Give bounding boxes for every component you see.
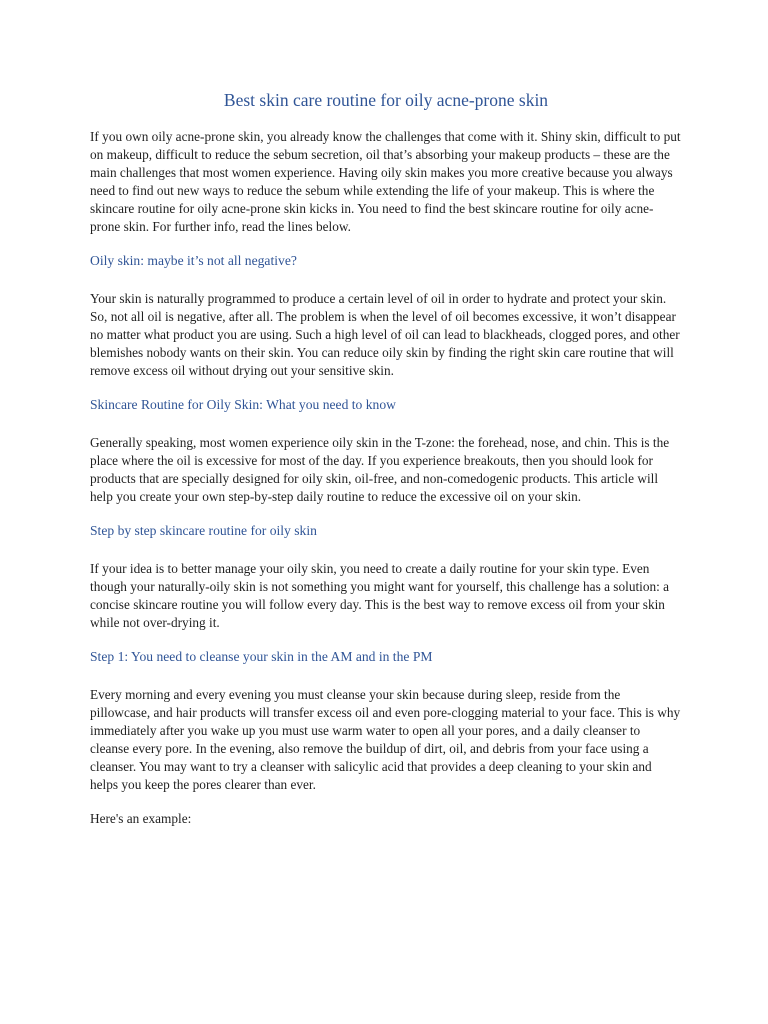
intro-paragraph: If you own oily acne-prone skin, you already know the challenges that come with it. Shiny skin, difficult to put on makeup, difficult to reduce the sebum secretion, oil that’s absorbing your makeup products – these are the main challenges that most women experience. Having oily skin makes you more creative because you always need to find out new ways to reduce the sebum while extending the life of your makeup. This is where the skincare routine for oily acne-prone skin kicks in. You need to find the best skincare routine for oily acne-prone skin. For further info, read the lines below.	[90, 129, 681, 234]
section-heading-step-1: Step 1: You need to cleanse your skin in the AM and in the PM	[90, 649, 433, 664]
section-paragraph-what-to-know: Generally speaking, most women experience oily skin in the T-zone: the forehead, nose, and chin. This is the place where the oil is excessive for most of the day. If you experience breakouts, then you should look for products that are specially designed for oily skin, oil-free, and non-comedogenic products. This article will help you create your own step-by-step daily routine to reduce the excessive oil on your skin.	[90, 435, 670, 504]
example-label: Here's an example:	[90, 811, 192, 826]
document-title: Best skin care routine for oily acne-prone skin	[223, 90, 549, 110]
document-page	[90, 90, 682, 844]
section-paragraph-step-by-step: If your idea is to better manage your oily skin, you need to create a daily routine for your skin type. Even though your naturally-oily skin is not something you might want for yourself, this challenge has a solution: a concise skincare routine you will follow every day. This is the best way to remove excess oil from your skin while not over-drying it.	[90, 561, 670, 630]
section-paragraph-oily-skin: Your skin is naturally programmed to produce a certain level of oil in order to hydrate and protect your skin. So, not all oil is negative, after all. The problem is when the level of oil becomes excessive, it won’t disappear no matter what product you are using. Such a high level of oil can lead to blackheads, clogged pores, and other blemishes nobody wants on their skin. You can reduce oily skin by finding the right skin care routine that will remove excess oil without drying out your sensitive skin.	[90, 291, 680, 378]
section-heading-oily-skin: Oily skin: maybe it’s not all negative?	[90, 253, 297, 268]
section-paragraph-step-1: Every morning and every evening you must cleanse your skin because during sleep, reside from the pillowcase, and hair products will transfer excess oil and even pore-clogging material to your face. This is why immediately after you wake up you must use warm water to open all your pores, and a daily cleanser to cleanse every pore. In the evening, also remove the buildup of dirt, oil, and debris from your face using a cleanser. You may want to try a cleanser with salicylic acid that provides a deep cleaning to your skin and helps you keep the pores clearer than ever.	[90, 687, 681, 792]
section-heading-what-to-know: Skincare Routine for Oily Skin: What you need to know	[90, 397, 396, 412]
section-heading-step-by-step: Step by step skincare routine for oily skin	[90, 523, 317, 538]
